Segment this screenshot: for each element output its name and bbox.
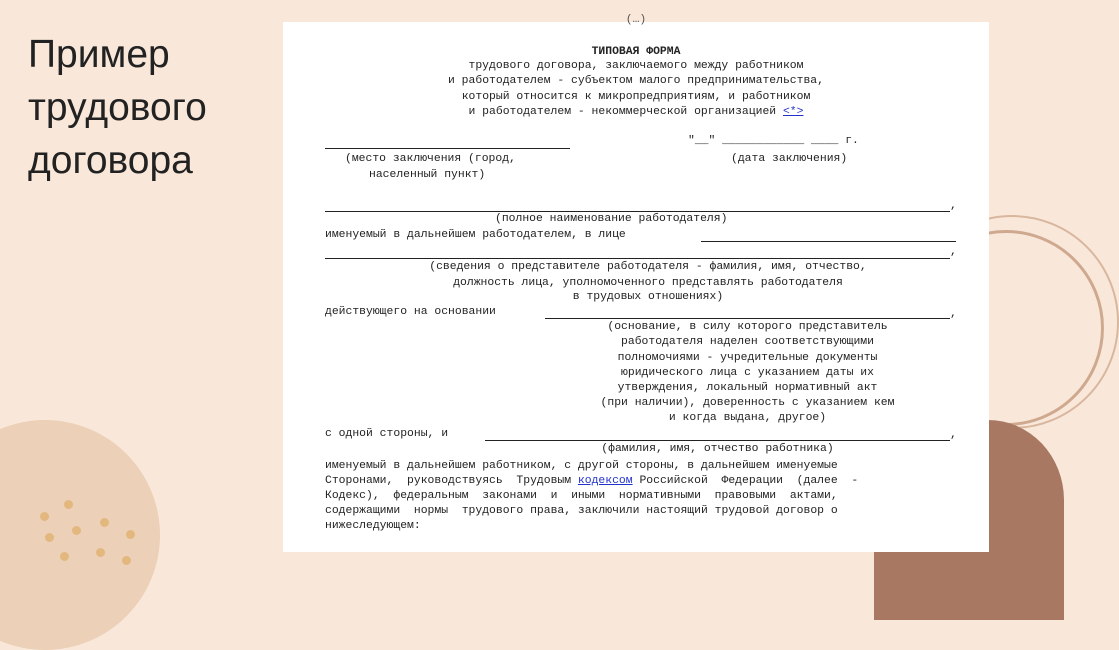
basis-caption: и когда выдана, другое) xyxy=(668,412,827,424)
employer-repr-field-2 xyxy=(325,258,950,259)
paragraph-text: Российской Федерации (далее - xyxy=(639,475,859,487)
decorative-dot xyxy=(64,500,73,509)
slide-title: Пример трудового договора xyxy=(28,33,207,182)
cut-off-top-line: (…) xyxy=(625,14,647,26)
decorative-dot xyxy=(72,526,81,535)
decorative-dot xyxy=(100,518,109,527)
comma: , xyxy=(950,246,957,258)
paragraph-line: нижеследующем: xyxy=(325,520,421,532)
date-caption: (дата заключения) xyxy=(731,153,848,165)
footnote-link[interactable]: <*> xyxy=(782,106,804,118)
employer-repr-field xyxy=(701,241,956,242)
comma: , xyxy=(950,200,957,212)
place-caption: (место заключения (город, xyxy=(345,153,516,165)
worker-caption: (фамилия, имя, отчество работника) xyxy=(601,443,834,455)
basis-field xyxy=(545,318,950,319)
comma: , xyxy=(950,308,957,320)
basis-caption: работодателя наделен соответствующими xyxy=(621,336,874,348)
paragraph-line: Кодекс), федеральным законами и иными нормативными правовыми актами, xyxy=(325,490,838,502)
basis-caption: юридического лица с указанием даты их xyxy=(621,367,874,379)
paragraph-line: именуемый в дальнейшем работником, с другой стороны, в дальнейшем именуемые xyxy=(325,460,838,472)
repr-caption: в трудовых отношениях) xyxy=(572,291,724,303)
basis-caption: (при наличии), доверенность с указанием кем xyxy=(600,397,895,409)
place-caption: населенный пункт) xyxy=(369,169,486,181)
paragraph-text: Сторонами, руководствуясь Трудовым xyxy=(325,475,572,487)
one-side-label: с одной стороны, и xyxy=(325,428,449,440)
contract-document xyxy=(283,14,989,552)
employer-name-field xyxy=(325,211,950,212)
place-field xyxy=(325,148,570,149)
subtitle-line: и работодателем - некоммерческой организацией xyxy=(468,106,777,118)
subtitle-line: который относится к микропредприятиям, и работником xyxy=(461,91,811,103)
basis-caption: (основание, в силу которого представитель xyxy=(607,321,888,333)
repr-caption: должность лица, уполномоченного представлять работодателя xyxy=(453,277,843,289)
decorative-dot xyxy=(60,552,69,561)
decorative-circle-left xyxy=(0,420,160,650)
employer-repr-label: именуемый в дальнейшем работодателем, в лице xyxy=(325,229,626,241)
date-field: "__" ____________ ____ г. xyxy=(688,135,859,147)
worker-name-field xyxy=(485,440,950,441)
form-heading: ТИПОВАЯ ФОРМА xyxy=(591,46,681,58)
basis-label: действующего на основании xyxy=(325,306,496,318)
subtitle-line: и работодателем - субъектом малого предпринимательства, xyxy=(448,75,824,87)
comma: , xyxy=(950,429,957,441)
basis-caption: полномочиями - учредительные документы xyxy=(617,352,878,364)
basis-caption: утверждения, локальный нормативный акт xyxy=(617,382,878,394)
decorative-dot xyxy=(122,556,131,565)
decorative-dot xyxy=(126,530,135,539)
subtitle-line-with-link xyxy=(283,106,989,119)
employer-caption: (полное наименование работодателя) xyxy=(495,213,728,225)
decorative-dot xyxy=(96,548,105,557)
subtitle-line: трудового договора, заключаемого между работником xyxy=(468,60,804,72)
paragraph-line: содержащими нормы трудового права, заключили настоящий трудовой договор о xyxy=(325,505,838,517)
paragraph-line-with-link xyxy=(325,475,858,488)
repr-caption: (сведения о представителе работодателя - фамилия, имя, отчество, xyxy=(429,261,867,273)
decorative-dot xyxy=(45,533,54,542)
decorative-dot xyxy=(40,512,49,521)
code-link[interactable]: кодексом xyxy=(577,475,633,487)
